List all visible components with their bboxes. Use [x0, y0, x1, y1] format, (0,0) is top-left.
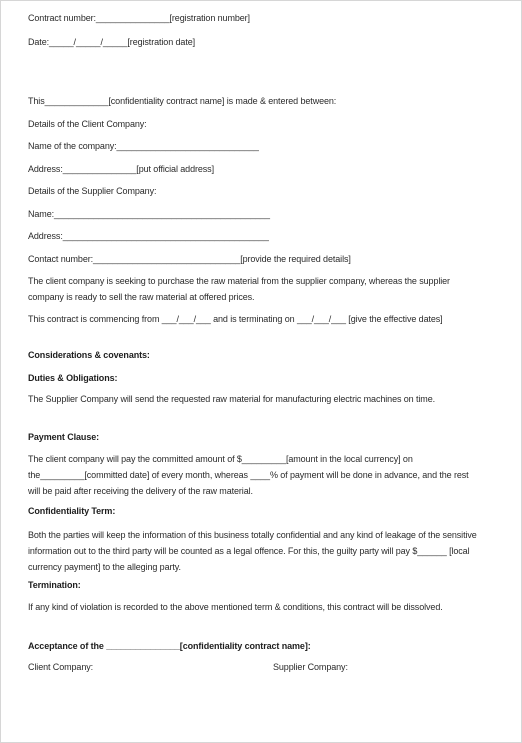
- contract-number-field: Contract number:_______________[registration number]: [28, 13, 250, 23]
- supplier-name-field: Name:____________________________________________: [28, 209, 270, 219]
- confidentiality-paragraph: Both the parties will keep the information of this business totally confidential and any kind of leakage of the sensitive information out to the third party will be counted as a legal offence. For this, the guilty party will pay $______ [local currency payment] to the alleging party.: [28, 530, 477, 572]
- client-address-field: Address:_______________[put official address]: [28, 164, 214, 174]
- client-name-field: Name of the company:_____________________________: [28, 141, 259, 151]
- supplier-details-heading: Details of the Supplier Company:: [28, 186, 157, 196]
- termination-heading: Termination:: [28, 580, 81, 590]
- termination-paragraph: If any kind of violation is recorded to the above mentioned term & conditions, this contract will be dissolved.: [28, 602, 443, 612]
- acceptance-heading: Acceptance of the _______________[confidentiality contract name]:: [28, 641, 311, 651]
- commencing-paragraph: This contract is commencing from ___/___/___ and is terminating on ___/___/___ [give the effective dates]: [28, 314, 443, 324]
- purchase-paragraph: The client company is seeking to purchase the raw material from the supplier company, whereas the supplier company is ready to sell the raw material at offered prices.: [28, 276, 450, 302]
- contact-number-field: Contact number:______________________________[provide the required details]: [28, 254, 351, 264]
- supplier-address-field: Address:__________________________________________: [28, 231, 269, 241]
- confidentiality-heading: Confidentiality Term:: [28, 506, 116, 516]
- client-details-heading: Details of the Client Company:: [28, 119, 147, 129]
- client-signature-label: Client Company:: [28, 662, 94, 672]
- payment-heading: Payment Clause:: [28, 432, 100, 442]
- duties-heading: Duties & Obligations:: [28, 373, 118, 383]
- date-field: Date:_____/_____/_____[registration date]: [28, 37, 196, 47]
- supplier-signature-label: Supplier Company:: [273, 662, 348, 672]
- payment-paragraph: The client company will pay the committed amount of $_________[amount in the local currency] on the_________[committed date] of every month, whereas ____% of payment will be done in advance, and the rest will be paid after receiving the delivery of the raw material.: [28, 454, 469, 496]
- considerations-heading: Considerations & covenants:: [28, 350, 150, 360]
- duties-paragraph: The Supplier Company will send the requested raw material for manufacturing electric machines on time.: [28, 394, 435, 404]
- intro-line: This_____________[confidentiality contract name] is made & entered between:: [28, 96, 337, 106]
